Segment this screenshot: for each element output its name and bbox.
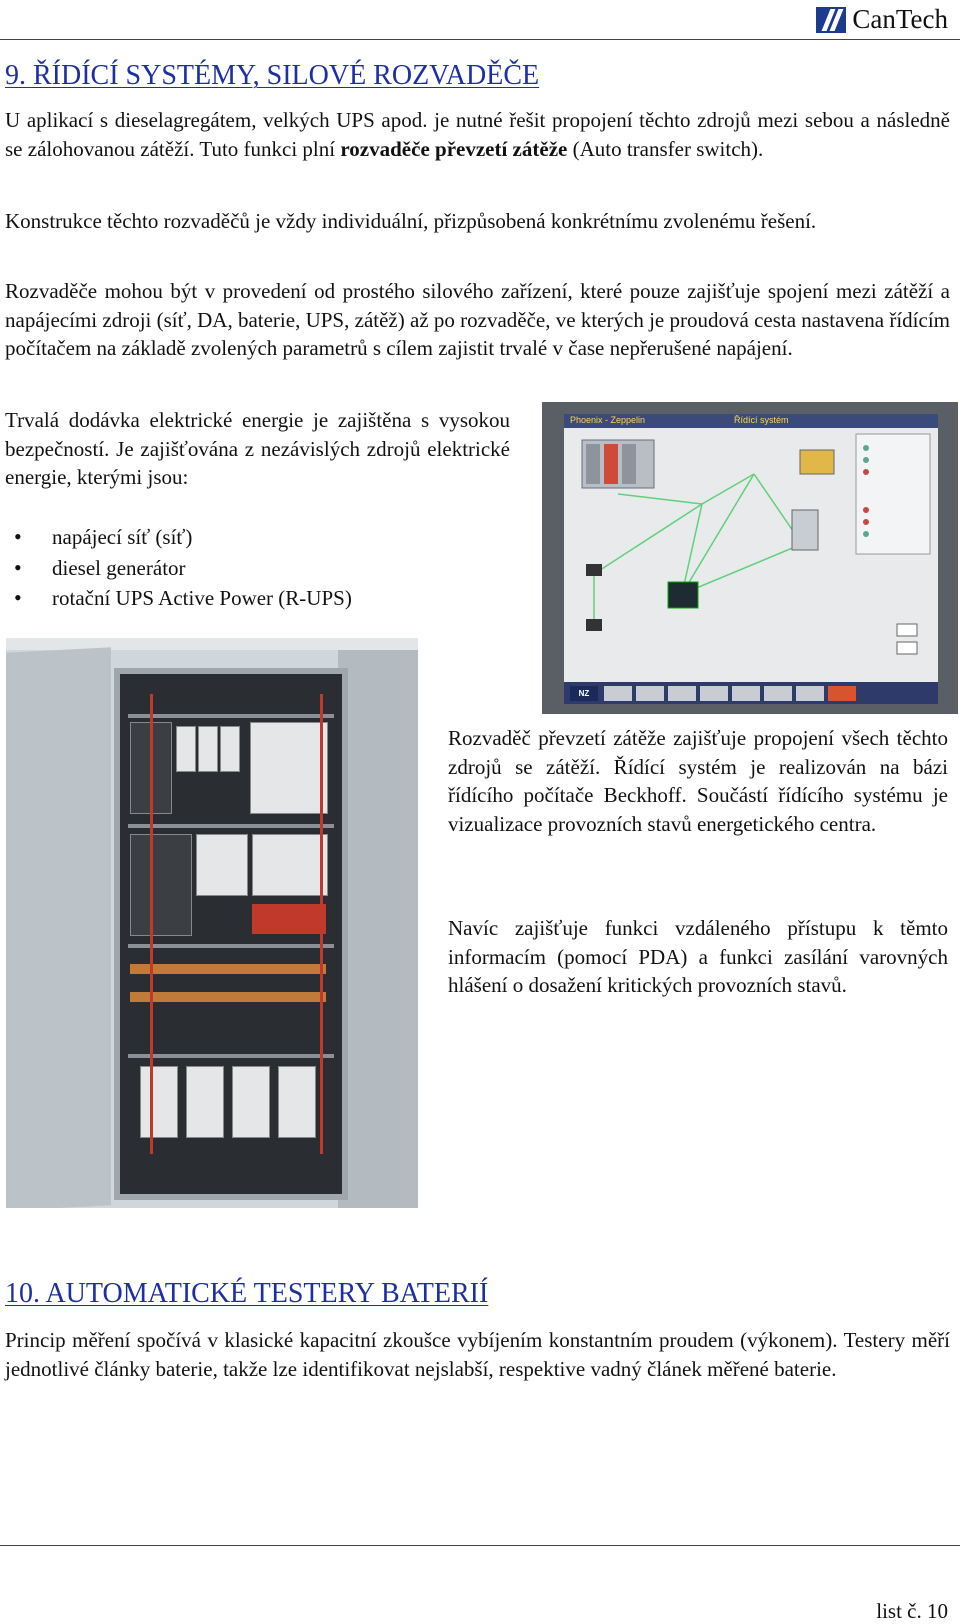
screen-bottom-bar (564, 682, 938, 704)
din-rail (128, 944, 334, 948)
screen-logo: NZ (570, 686, 598, 701)
din-rail (128, 714, 334, 718)
wiring (150, 694, 153, 1154)
section-9-paragraph-2: Konstrukce těchto rozvaděčů je vždy individuální, přizpůsobená konkrétnímu zvolenému řešení. (5, 209, 817, 233)
fuse (198, 726, 218, 772)
logo-text: CanTech (852, 4, 948, 34)
p1-bold-term: rozvaděče převzetí zátěže (340, 136, 568, 161)
section-10-heading: 10. AUTOMATICKÉ TESTERY BATERIÍ (5, 1278, 489, 1309)
section-9-paragraph-5: Rozvaděč převzetí zátěže zajišťuje propojení všech těchto zdrojů se zátěží. Řídící systém je realizován na bázi řídícího počítače Beckhoff. Součástí řídícího systému je vizualizace provozních stavů energetického centra. (448, 726, 948, 836)
screen-button (732, 686, 760, 701)
screen-button (700, 686, 728, 701)
fuse (220, 726, 240, 772)
network-diagram-graphic (564, 414, 938, 704)
screen-button (636, 686, 664, 701)
contactor (232, 1066, 270, 1138)
surge-protector (252, 904, 326, 934)
screen-button (668, 686, 696, 701)
contactor (278, 1066, 316, 1138)
list-item: • napájecí síť (síť) (14, 522, 352, 553)
section-9-heading: 9. ŘÍDÍCÍ SYSTÉMY, SILOVÉ ROZVADĚČE (5, 60, 540, 91)
section-9-paragraph-6: Navíc zajišťuje funkci vzdáleného přístupu k těmto informacím (pomocí PDA) a funkci zasílání varovných hlášení o dosažení kritických provozních stavů. (448, 916, 948, 997)
screen-title-left: Phoenix - Zeppelin (570, 415, 646, 425)
power-sources-list (14, 522, 352, 614)
p1-text-a: U aplikací s dieselagregátem, velkých UPS apod. je nutné řešit propojení těchto zdrojů mezi sebou a následně se zálohovanou zátěží. Tuto funkci plní (5, 108, 950, 161)
cantech-logo (816, 4, 948, 35)
din-rail (128, 1054, 334, 1058)
list-item: • diesel generátor (14, 553, 352, 584)
list-item: • rotační UPS Active Power (R-UPS) (14, 583, 352, 614)
control-system-screen-photo (542, 402, 958, 714)
page-number: list č. 10 (876, 1599, 948, 1623)
section-9-paragraph-3: Rozvaděče mohou být v provedení od prostého silového zařízení, které pouze zajišťuje spojení mezi zátěží a napájecími zdroji (síť, DA, baterie, UPS, zátěž) až po rozvaděče, ve kterých je proudová cesta nastavena řídícím počítačem na základě zvolených parametrů s cílem zajistit trvalé v čase nepřerušené napájení. (5, 279, 950, 360)
fuse (176, 726, 196, 772)
screen-button (796, 686, 824, 701)
din-rail (128, 824, 334, 828)
p1-text-b: (Auto transfer switch). (567, 136, 764, 161)
cabinet-left-door (6, 647, 111, 1208)
cabinet-interior (114, 668, 348, 1200)
cantech-logo-icon (816, 7, 846, 33)
section-9-paragraph-4: Trvalá dodávka elektrické energie je zajištěna s vysokou bezpečností. Je zajišťována z nezávislých zdrojů elektrické energie, kterými jsou: (5, 408, 510, 489)
screen-button (828, 686, 856, 701)
relay-module (196, 834, 248, 896)
header-divider (0, 39, 960, 40)
section-9-paragraph-1 (5, 106, 950, 163)
terminal-block (250, 722, 328, 814)
visualization-screen (564, 414, 938, 704)
wiring (320, 694, 323, 1154)
cabinet-right-door (338, 650, 418, 1208)
screen-button (764, 686, 792, 701)
relay-module (252, 834, 328, 896)
contactor (140, 1066, 178, 1138)
busbar (130, 992, 326, 1002)
section-10-paragraph-1: Princip měření spočívá v klasické kapacitní zkoušce vybíjením konstantním proudem (výkonem). Testery měří jednotlivé články baterie, takže lze identifikovat nejslabší, respektive vadný článek měřené baterie. (5, 1328, 950, 1381)
screen-title-right: Řídící systém (734, 415, 789, 425)
busbar (130, 964, 326, 974)
ceiling-strip (6, 638, 418, 650)
switchboard-cabinet-photo (6, 638, 418, 1208)
contactor (186, 1066, 224, 1138)
footer-divider (0, 1545, 960, 1546)
breaker (130, 834, 192, 936)
screen-button (604, 686, 632, 701)
